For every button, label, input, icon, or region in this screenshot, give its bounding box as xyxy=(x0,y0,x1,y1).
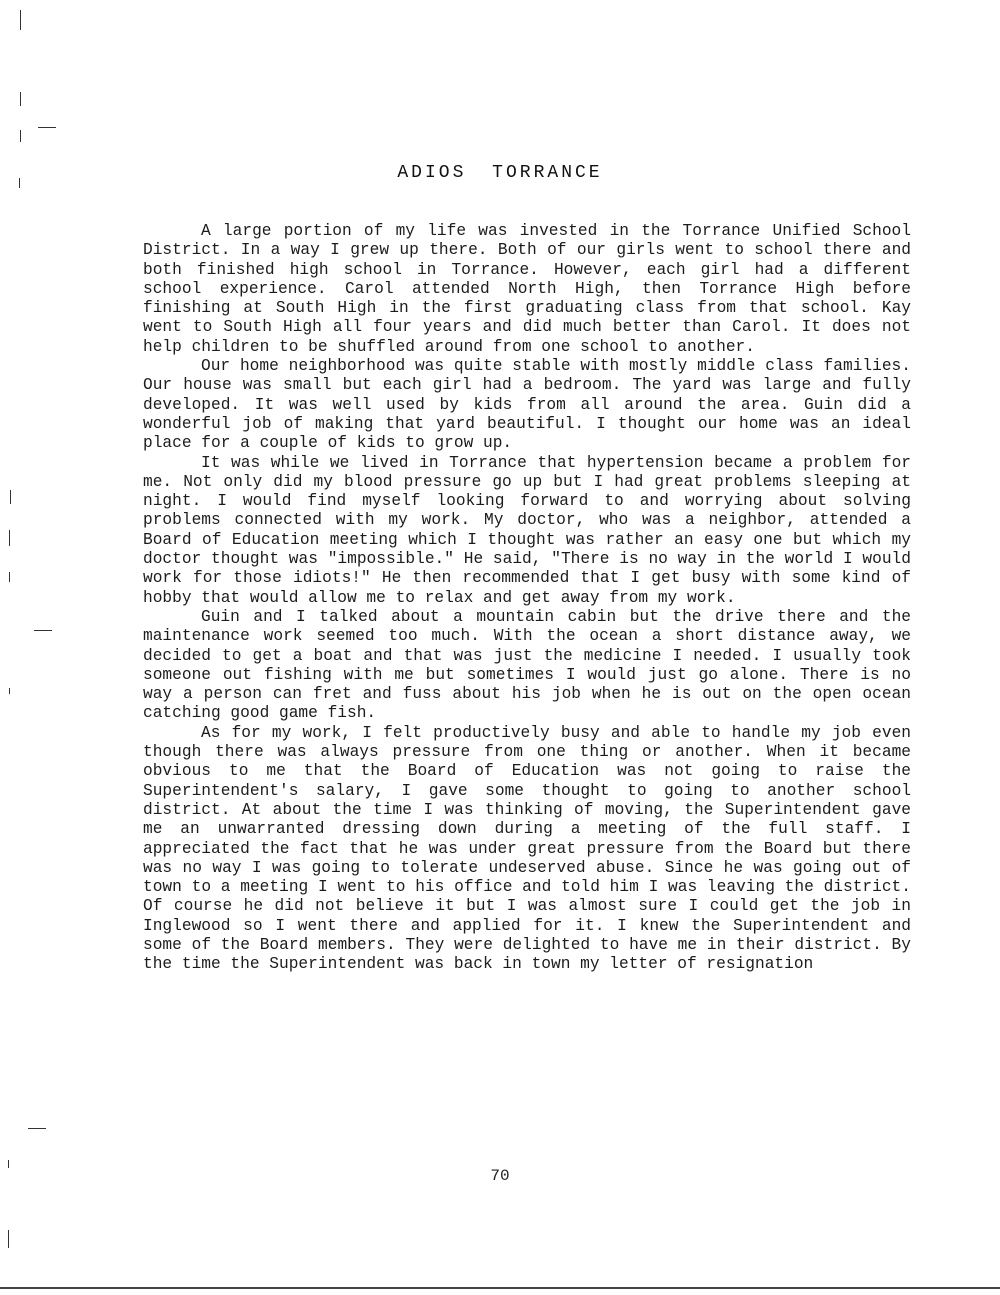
scan-bottom-edge xyxy=(0,1287,1000,1289)
scan-mark xyxy=(28,1128,46,1129)
paragraph: Our home neighborhood was quite stable with mostly middle class families. Our house was small but each girl had a bedroom. The yard was large and fully developed. It was well used by kids from all around the area. Guin did a wonderful job of making that yard beautiful. I thought our home was an ideal place for a couple of kids to grow up. xyxy=(143,357,911,453)
paragraph: It was while we lived in Torrance that hypertension became a problem for me. Not only did my blood pressure go up but I had great problems sleeping at night. I would find myself looking forward to and worrying about solving problems connected with my work. My doctor, who was a neighbor, attended a Board of Education meeting which I thought was rather an easy one but which my doctor thought was "impossible." He said, "There is no way in the world I would work for those idiots!" He then recommended that I get busy with some kind of hobby that would allow me to relax and get away from my work. xyxy=(143,453,911,607)
paragraph: A large portion of my life was invested in the Torrance Unified School District. In a way I grew up there. Both of our girls went to school there and both finished high school in Torrance. However, each girl had a different school experience. Carol attended North High, then Torrance High before finishing at South High in the first graduating class from that school. Kay went to South High all four years and did much better than Carol. It does not help children to be shuffled around from one school to another. xyxy=(143,222,911,356)
scan-mark xyxy=(20,130,21,142)
scan-mark xyxy=(34,630,52,631)
scan-mark xyxy=(9,530,10,546)
body-text xyxy=(143,222,911,975)
scan-mark xyxy=(9,572,10,582)
scan-mark xyxy=(8,1230,9,1248)
scan-mark xyxy=(20,10,21,30)
scan-mark xyxy=(20,92,21,106)
scan-mark xyxy=(38,127,56,128)
scan-mark xyxy=(10,490,11,504)
page-number: 70 xyxy=(490,1167,510,1185)
paragraph: As for my work, I felt productively busy and able to handle my job even though there was always pressure from one thing or another. When it became obvious to me that the Board of Education was not going to raise the Superintendent's salary, I gave some thought to going to another school district. At about the time I was thinking of moving, the Superintendent gave me an unwarranted dressing down during a meeting of the full staff. I appreciated the fact that he was under great pressure from the Board but there was no way I was going to tolerate undeserved abuse. Since he was going out of town to a meeting I went to his office and told him I was leaving the district. Of course he did not believe it but I was almost sure I could get the job in Inglewood so I went there and applied for it. I knew the Superintendent and some of the Board members. They were delighted to have me in their district. By the time the Superintendent was back in town my letter of resignation xyxy=(143,723,911,974)
paragraph: Guin and I talked about a mountain cabin but the drive there and the maintenance work seemed too much. With the ocean a short distance away, we decided to get a boat and that was just the medicine I needed. I usually took someone out fishing with me but sometimes I would just go alone. There is no way a person can fret and fuss about his job when he is out on the open ocean catching good game fish. xyxy=(143,607,911,723)
page-title: ADIOS TORRANCE xyxy=(397,163,603,183)
scan-mark xyxy=(9,688,10,694)
